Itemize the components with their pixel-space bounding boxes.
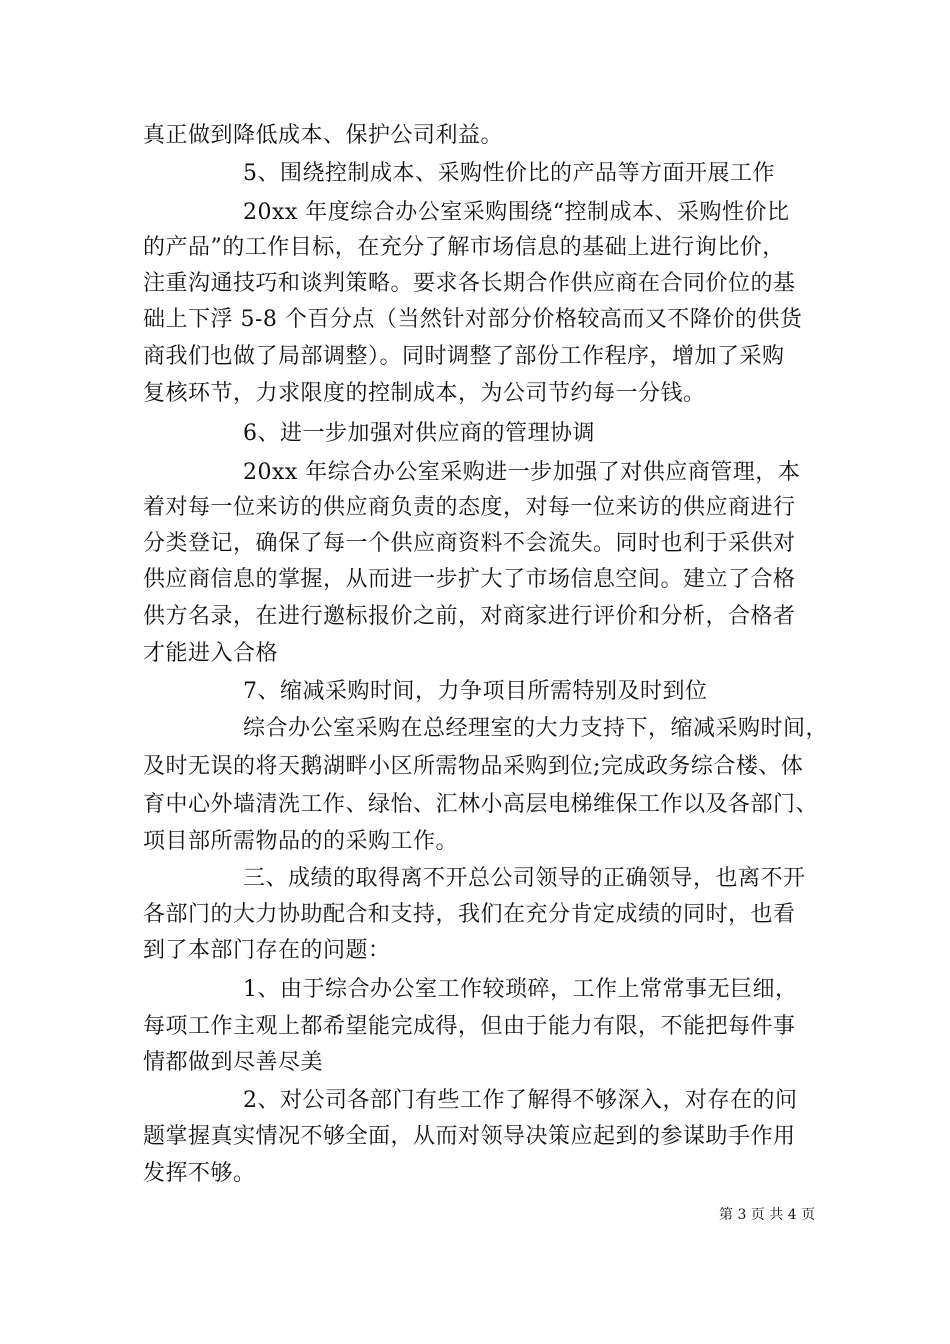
paragraph-line: 20xx 年综合办公室采购进一步加强了对供应商管理，本 [243, 460, 801, 485]
paragraph-line: 1、由于综合办公室工作较琐碎，工作上常常事无巨细， [243, 977, 798, 1002]
paragraph-line: 及时无误的将天鹅湖畔小区所需物品采购到位;完成政务综合楼、体 [143, 754, 804, 779]
paragraph-line: 题掌握真实情况不够全面，从而对领导决策应起到的参谋助手作用 [143, 1124, 796, 1149]
paragraph-line: 各部门的大力协助配合和支持，我们在充分肯定成绩的同时，也看 [143, 902, 796, 927]
paragraph-line: 每项工作主观上都希望能完成得，但由于能力有限，不能把每件事 [143, 1014, 796, 1039]
paragraph-line: 础上下浮 5-8 个百分点（当然针对部分价格较高而又不降价的供货 [143, 307, 803, 332]
paragraph-line: 分类登记，确保了每一个供应商资料不会流失。同时也利于采供对 [143, 531, 796, 556]
page-number: 第 3 页 共 4 页 [719, 1207, 816, 1223]
paragraph-line: 才能进入合格 [143, 641, 279, 666]
paragraph-line: 情都做到尽善尽美 [143, 1050, 324, 1075]
paragraph-line: 综合办公室采购在总经理室的大力支持下，缩减采购时间， [243, 716, 829, 741]
paragraph-line: 着对每一位来访的供应商负责的态度，对每一位来访的供应商进行 [143, 495, 796, 520]
section-heading: 5、围绕控制成本、采购性价比的产品等方面开展工作 [243, 161, 775, 186]
section-heading: 7、缩减采购时间，力争项目所需特别及时到位 [243, 679, 708, 704]
text-line: 真正做到降低成本、保护公司利益。 [143, 123, 504, 148]
paragraph-line: 商我们也做了局部调整）。同时调整了部份工作程序，增加了采购 [143, 344, 785, 369]
paragraph-line: 发挥不够。 [143, 1161, 256, 1186]
paragraph-line: 供应商信息的掌握，从而进一步扩大了市场信息空间。建立了合格 [143, 567, 796, 592]
paragraph-line: 注重沟通技巧和谈判策略。要求各长期合作供应商在合同价位的基 [143, 271, 796, 296]
paragraph-line: 复核环节，力求限度的控制成本，为公司节约每一分钱。 [143, 381, 706, 406]
section-heading: 6、进一步加强对供应商的管理协调 [243, 421, 595, 446]
paragraph-line: 的产品”的工作目标，在充分了解市场信息的基础上进行询比价， [143, 235, 785, 260]
paragraph-line: 项目部所需物品的的采购工作。 [143, 829, 459, 854]
paragraph-line: 供方名录，在进行邀标报价之前，对商家进行评价和分析，合格者 [143, 604, 796, 629]
paragraph-line: 2、对公司各部门有些工作了解得不够深入，对存在的问 [243, 1088, 798, 1113]
paragraph-line: 育中心外墙清洗工作、绿怡、汇林小高层电梯维保工作以及各部门、 [143, 792, 819, 817]
paragraph-line: 到了本部门存在的问题： [143, 938, 391, 963]
paragraph-line: 20xx 年度综合办公室采购围绕“控制成本、采购性价比 [243, 200, 790, 225]
section-heading: 三、成绩的取得离不开总公司领导的正确领导，也离不开 [243, 866, 806, 891]
